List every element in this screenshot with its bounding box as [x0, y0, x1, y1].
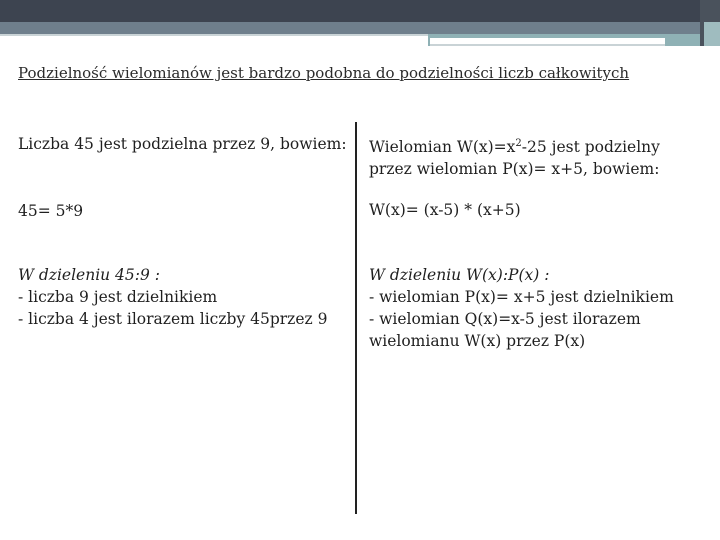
- right-intro-line-1: [369, 133, 660, 158]
- right-equation-text: W(x)= (x-5) * (x+5): [369, 201, 521, 219]
- right-division-line: wielomianu W(x) przez P(x): [369, 332, 586, 350]
- header-band-tab-line: [430, 44, 665, 46]
- right-division-line: - wielomian P(x)= x+5 jest dzielnikiem: [369, 288, 674, 306]
- slide-title: Podzielność wielomianów jest bardzo podobna do podzielności liczb całkowitych: [18, 64, 630, 82]
- left-division-line: - liczba 9 jest dzielnikiem: [18, 288, 218, 306]
- left-equation-text: 45= 5*9: [18, 202, 84, 220]
- right-intro-text-post: -25 jest podzielny: [521, 138, 660, 157]
- right-division-line: - wielomian Q(x)=x-5 jest ilorazem: [369, 310, 641, 328]
- left-equation: [18, 200, 83, 222]
- left-division: [18, 264, 327, 330]
- right-intro: [369, 133, 660, 180]
- header-band-thin-line: [0, 34, 430, 36]
- left-division-line: - liczba 4 jest ilorazem liczby 45przez 9: [18, 310, 328, 328]
- column-divider: [355, 122, 357, 514]
- right-intro-line-2: przez wielomian P(x)= x+5, bowiem:: [369, 160, 660, 179]
- exponent: 2: [515, 138, 522, 149]
- right-intro-text-pre: Wielomian W(x)=x: [369, 138, 516, 157]
- left-intro-text: Liczba 45 jest podzielna przez 9, bowiem:: [18, 135, 347, 153]
- left-division-heading: W dzieleniu 45:9 :: [18, 266, 161, 284]
- header-corner-teal: [704, 22, 720, 46]
- right-division: [369, 264, 674, 352]
- right-division-heading: W dzieleniu W(x):P(x) :: [369, 266, 550, 284]
- header-band-dark: [0, 0, 720, 22]
- right-equation: [369, 199, 521, 221]
- header-band-slate: [0, 22, 720, 34]
- left-intro: [18, 133, 347, 155]
